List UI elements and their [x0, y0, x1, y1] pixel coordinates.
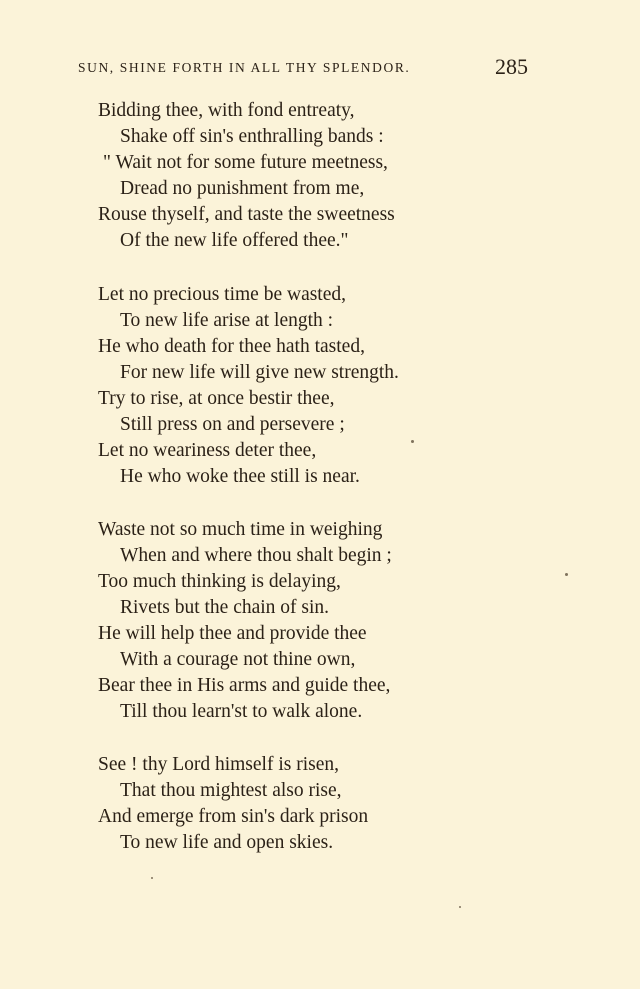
running-title: SUN, SHINE FORTH IN ALL THY SPLENDOR. — [78, 60, 411, 75]
verse-line: He who death for thee hath tasted, — [98, 336, 365, 357]
verse-line: When and where thou shalt begin ; — [120, 545, 392, 566]
verse-line: Till thou learn'st to walk alone. — [120, 701, 363, 722]
print-speck — [565, 573, 568, 576]
verse-line: Too much thinking is delaying, — [98, 571, 341, 592]
verse-line: Rouse thyself, and taste the sweetness — [98, 204, 395, 225]
verse-line: See ! thy Lord himself is risen, — [98, 754, 339, 775]
verse-line: And emerge from sin's dark prison — [98, 806, 369, 827]
verse-line: He who woke thee still is near. — [120, 466, 360, 487]
verse-line: Try to rise, at once bestir thee, — [98, 388, 335, 409]
verse-line: Let no precious time be wasted, — [98, 284, 347, 305]
verse-line: Shake off sin's enthralling bands : — [120, 126, 384, 147]
page-number: 285 — [495, 54, 528, 79]
verse-line: Waste not so much time in weighing — [98, 519, 383, 540]
verse-line: That thou mightest also rise, — [120, 780, 342, 801]
verse-line: Bear thee in His arms and guide thee, — [98, 675, 391, 696]
verse-line: Dread no punishment from me, — [120, 178, 365, 199]
verse-line: " Wait not for some future meetness, — [103, 152, 388, 173]
verse-line: To new life arise at length : — [120, 310, 334, 331]
verse-line: For new life will give new strength. — [120, 362, 399, 383]
verse-line: Of the new life offered thee." — [120, 230, 349, 251]
verse-line: He will help thee and provide thee — [98, 623, 367, 644]
print-speck — [459, 906, 461, 908]
verse-line: Rivets but the chain of sin. — [120, 597, 330, 618]
print-speck — [411, 440, 414, 443]
verse-line: Let no weariness deter thee, — [98, 440, 317, 461]
verse-line: With a courage not thine own, — [120, 649, 356, 670]
verse-line: Still press on and persevere ; — [120, 414, 345, 435]
print-speck — [151, 877, 153, 879]
verse-line: To new life and open skies. — [120, 832, 334, 853]
running-head — [78, 54, 528, 82]
verse-line: Bidding thee, with fond entreaty, — [98, 100, 355, 121]
